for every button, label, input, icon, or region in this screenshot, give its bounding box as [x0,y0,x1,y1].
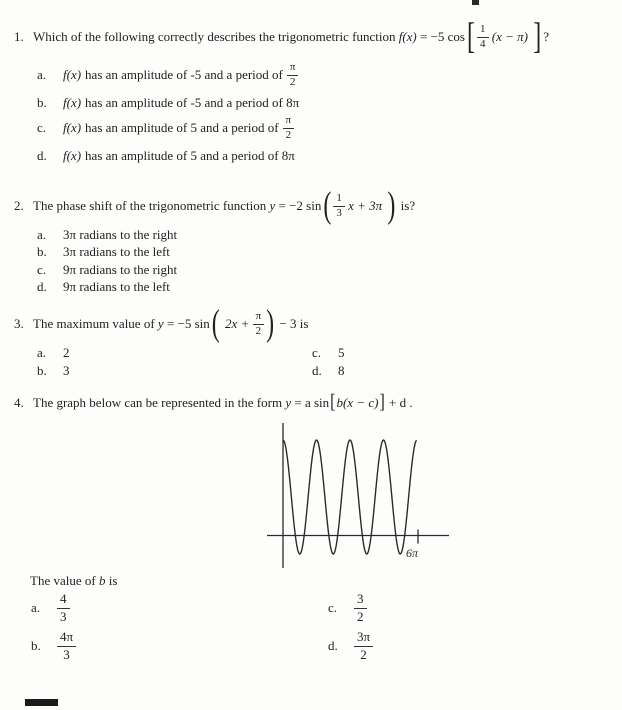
fraction [333,192,345,219]
formula-y: y [285,395,292,410]
question-1 [14,18,614,164]
close-paren: ) [387,185,396,227]
option-letter: c. [37,120,47,135]
formula-tail: is? [397,198,416,213]
option-text: has an amplitude of -5 and a period of 8π [85,94,300,110]
question-3 [14,303,614,381]
option-letter: a. [37,226,47,242]
question-2-option-a [14,226,614,244]
question-4-subprompt [30,573,622,589]
formula-eq: = −5 cos [416,29,465,44]
fraction-numerator: 4π [60,629,74,645]
question-3-option-c [312,345,345,361]
question-3-options-row-2 [14,363,614,381]
fraction [477,23,489,50]
fraction [287,61,299,88]
question-4-option-d [311,629,373,663]
option-var: f(x) [63,120,82,135]
option-letter: a. [37,345,47,360]
option-letter: d. [312,363,322,378]
question-3-number: 3. [14,316,24,331]
question-4-options-row-1 [14,591,614,625]
question-3-text: The maximum value of [33,316,158,331]
fraction [283,114,295,141]
question-1-option-a [14,61,614,89]
fraction-denominator: 2 [354,646,373,663]
question-2-option-c [14,261,614,279]
question-1-number: 1. [14,29,24,44]
formula-tail: ? [543,29,549,44]
open-paren: ( [211,303,220,345]
option-text: 9π radians to the left [63,279,170,295]
option-text: has an amplitude of 5 and a period of [85,120,279,135]
question-4-number: 4. [14,395,24,410]
fraction-numerator: 1 [336,192,342,205]
fraction-numerator: 3π [357,629,371,645]
fraction-numerator: 3 [357,591,364,607]
fraction-numerator: π [285,114,292,127]
formula-tail: + d . [385,395,413,410]
option-text: has an amplitude of 5 and a period of 8π [85,147,295,163]
formula-arg: b(x − c) [336,395,379,410]
option-letter: c. [37,261,47,277]
option-text: 2 [63,345,70,360]
question-1-option-b [14,94,614,111]
subprompt-post: is [105,573,118,588]
question-3-option-d [312,363,345,379]
close-bracket: ] [533,16,542,58]
question-2-formula [269,185,416,227]
fraction-denominator: 2 [287,75,299,89]
question-1-stem [14,18,614,56]
fraction-denominator: 4 [477,37,489,51]
fraction [253,310,265,337]
fraction-denominator: 2 [354,608,367,625]
graph-curve [283,440,417,554]
open-bracket: [ [467,16,475,58]
open-bracket: [ [330,391,336,413]
graph-x-tick-label: 6π [406,546,419,560]
option-letter: d. [328,638,338,653]
option-letter: a. [37,67,47,82]
option-letter: b. [37,94,47,110]
fraction-numerator: 4 [60,591,67,607]
close-bracket: ] [379,391,385,413]
question-4-formula [285,391,413,413]
option-text: 3 [63,363,70,378]
formula-fx: f(x) [398,29,417,44]
formula-arg: (x − π) [488,29,532,44]
scan-artifact-bottom [25,699,58,706]
option-text: 8 [338,363,345,378]
formula-arg: x + 3π [344,198,386,213]
fraction [57,591,70,625]
question-2-option-b [14,244,614,262]
option-var: f(x) [63,147,82,163]
formula-eq: = −2 sin [275,198,322,213]
fraction-denominator: 3 [57,608,70,625]
subprompt-pre: The value of [30,573,99,588]
question-2-number: 2. [14,198,24,213]
fraction [354,629,373,663]
formula-pre: 2x + [221,316,253,331]
option-letter: b. [31,638,41,653]
option-letter: c. [328,600,338,615]
option-text: 9π radians to the right [63,261,178,277]
fraction [354,591,367,625]
question-1-option-c [14,114,614,142]
question-2-text: The phase shift of the trigonometric function [33,198,270,213]
option-text: 3π radians to the right [63,226,178,242]
question-4 [14,393,614,413]
option-letter: b. [37,363,47,378]
question-4-stem [14,393,614,413]
close-paren: ) [266,303,275,345]
open-paren: ( [323,185,332,227]
question-4-options-row-2 [14,629,614,663]
option-letter: d. [37,279,47,295]
option-var: f(x) [63,67,82,82]
fraction-numerator: π [289,61,296,74]
fraction [57,629,76,663]
option-letter: d. [37,147,47,163]
fraction-denominator: 3 [333,206,345,220]
formula-y: y [269,198,276,213]
question-3-options-row-1 [14,345,614,363]
option-letter: c. [312,345,322,360]
question-4-text: The graph below can be represented in the form [33,395,286,410]
fraction-denominator: 2 [253,324,265,338]
option-letter: a. [31,600,41,615]
question-3-formula [157,303,309,345]
option-text: 5 [338,345,345,360]
fraction-denominator: 3 [57,646,76,663]
option-var: f(x) [63,94,82,110]
subprompt-var: b [98,573,106,588]
question-1-text: Which of the following correctly describes the trigonometric function [33,29,399,44]
question-4-options [14,591,614,663]
fraction-denominator: 2 [283,128,295,142]
question-3-stem [14,303,614,345]
option-letter: b. [37,244,47,260]
question-1-formula [398,16,549,58]
scan-artifact-top [472,0,479,5]
formula-tail: − 3 is [276,316,309,331]
q4-graph [260,416,460,576]
question-4-option-c [311,591,367,625]
fraction-numerator: 1 [480,23,486,36]
fraction-numerator: π [255,310,262,323]
formula-eq: = a sin [291,395,330,410]
question-2 [14,186,614,296]
option-text: has an amplitude of -5 and a period of [85,67,283,82]
question-1-option-d [14,147,614,164]
formula-eq: = −5 sin [163,316,210,331]
question-2-stem [14,186,614,226]
question-2-option-d [14,279,614,297]
formula-y: y [157,316,164,331]
option-text: 3π radians to the left [63,244,170,260]
